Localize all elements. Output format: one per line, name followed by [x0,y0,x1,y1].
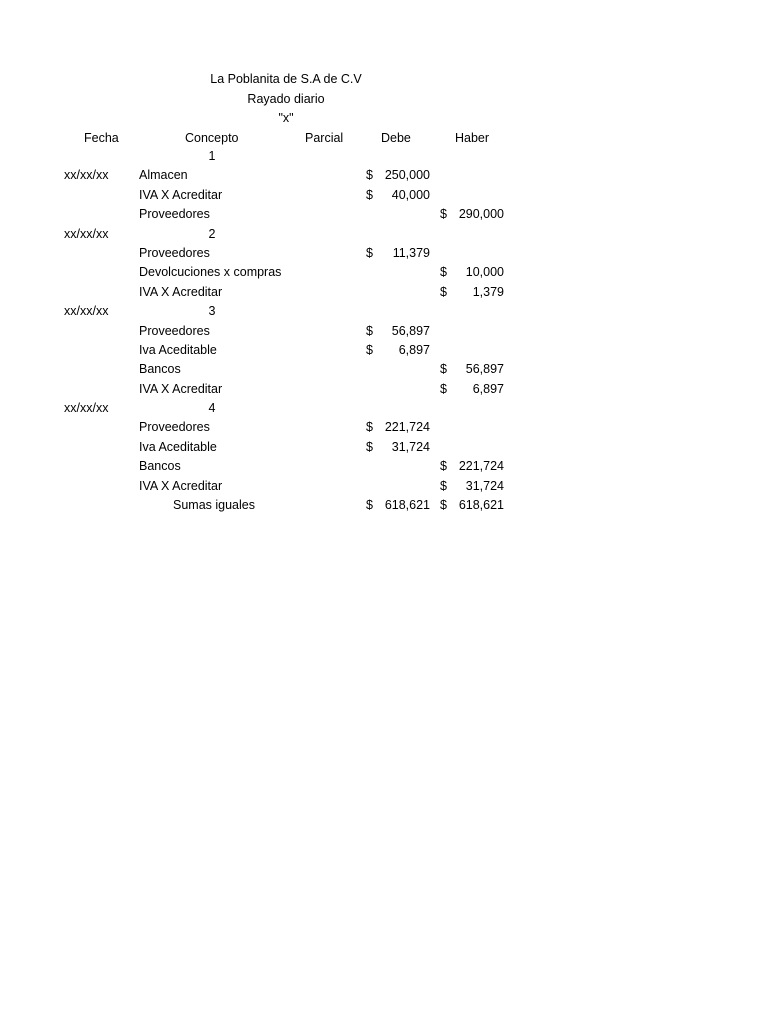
debe-amount: 31,724 [391,439,430,454]
journal-row [0,244,768,263]
haber-amount: 1,379 [472,284,504,299]
debe-amount: 250,000 [384,168,430,183]
totals-haber-currency: $ [440,498,447,513]
haber-amount: 10,000 [465,265,504,280]
entry-number: 4 [208,401,216,416]
haber-currency: $ [440,207,447,222]
journal-row [0,302,768,321]
debe-amount: 221,724 [384,420,430,435]
journal-row [0,438,768,457]
totals-label: Sumas iguales [173,498,255,513]
totals-debe-amount: 618,621 [384,498,430,513]
haber-amount: 6,897 [472,381,504,396]
haber-currency: $ [440,381,447,396]
debe-currency: $ [366,420,373,435]
journal-row [0,399,768,418]
haber-currency: $ [440,362,447,377]
entry-number: 2 [208,226,216,241]
column-header-debe: Debe [381,131,411,145]
debe-currency: $ [366,439,373,454]
entry-date: xx/xx/xx [64,168,109,183]
journal-row [0,380,768,399]
haber-currency: $ [440,284,447,299]
haber-amount: 56,897 [465,362,504,377]
debe-currency: $ [366,245,373,260]
entry-date: xx/xx/xx [64,304,109,319]
entry-concept: Proveedores [139,323,210,338]
entry-concept: Iva Aceditable [139,439,217,454]
journal-row [0,225,768,244]
entry-concept: Iva Aceditable [139,342,217,357]
entry-concept: IVA X Acreditar [139,187,223,202]
column-header-concepto: Concepto [185,131,239,145]
haber-amount: 290,000 [458,207,504,222]
entry-concept: Proveedores [139,245,210,260]
document-subtitle: Rayado diario [247,92,325,106]
entry-concept: Devolcuciones x compras [139,265,282,280]
journal-row [0,283,768,302]
entry-concept: IVA X Acreditar [139,381,223,396]
journal-row [0,186,768,205]
journal-row [0,341,768,360]
entry-concept: Bancos [139,362,181,377]
journal-row [0,205,768,224]
journal-row [0,360,768,379]
company-title: La Poblanita de S.A de C.V [210,72,362,86]
entry-concept: Almacen [139,168,188,183]
debe-currency: $ [366,168,373,183]
haber-currency: $ [440,478,447,493]
debe-currency: $ [366,323,373,338]
entry-concept: IVA X Acreditar [139,478,223,493]
column-header-parcial: Parcial [305,131,344,145]
debe-amount: 6,897 [398,342,430,357]
debe-currency: $ [366,342,373,357]
debe-amount: 56,897 [391,323,430,338]
document-label: "x" [278,111,294,125]
entry-concept: Proveedores [139,207,210,222]
totals-row [0,496,768,515]
journal-row [0,477,768,496]
totals-debe-currency: $ [366,498,373,513]
journal-entries [0,147,768,515]
entry-concept: Proveedores [139,420,210,435]
haber-amount: 221,724 [458,459,504,474]
entry-number: 3 [208,304,216,319]
haber-currency: $ [440,265,447,280]
haber-currency: $ [440,459,447,474]
totals-haber-amount: 618,621 [458,498,504,513]
debe-amount: 40,000 [391,187,430,202]
journal-row [0,147,768,166]
journal-row [0,322,768,341]
journal-row [0,263,768,282]
entry-concept: Bancos [139,459,181,474]
debe-currency: $ [366,187,373,202]
column-header-fecha: Fecha [84,131,119,145]
debe-amount: 11,379 [392,245,430,260]
column-header-haber: Haber [455,131,490,145]
entry-date: xx/xx/xx [64,401,109,416]
entry-concept: IVA X Acreditar [139,284,223,299]
haber-amount: 31,724 [465,478,504,493]
entry-date: xx/xx/xx [64,226,109,241]
journal-row [0,457,768,476]
journal-row [0,418,768,437]
entry-number: 1 [208,149,216,163]
journal-row [0,166,768,185]
